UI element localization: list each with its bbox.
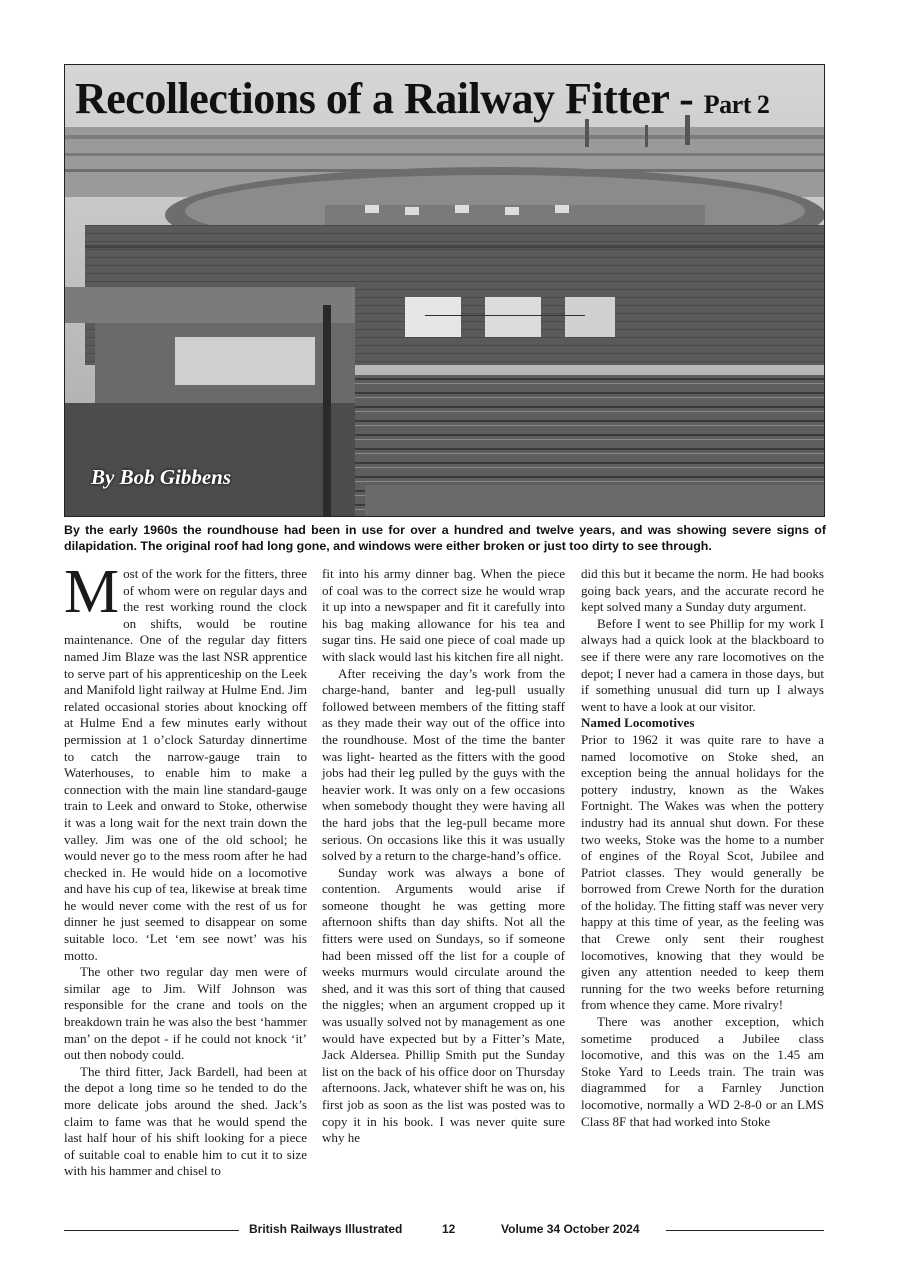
paragraph: Prior to 1962 it was quite rare to have a named locomotive on Stoke shed, an exception being the annual holidays for the pottery industry, known as the Wakes Fortnight. The Wakes was when the pottery industry had its annual shut down. For these two weeks, Stoke was the home to a number of engines of the Royal Scot, Jubilee and Patriot classes. They would generally be borrowed from Crewe North for the duration of the holiday. The fitting staff was never very happy at this time of year, as the feeling was that Crewe only sent their roughest locomotives, knowing that they would be given any attention needed to keep them running for the two weeks before returning from whence they came. More rivalry!	[581, 731, 824, 1013]
text-column-1	[64, 558, 307, 1180]
paragraph: Before I went to see Phillip for my work I always had a quick look at the blackboard to see if there were any rare locomotives on the depot; I never had a camera in those days, but if something unusual did turn up I always went to have a look at our visitor.	[581, 615, 824, 714]
paragraph: After receiving the day’s work from the charge-hand, banter and leg-pull usually followed between members of the fitting staff as they made their way out of the office into the roundhouse. Most of the time the banter was light- hearted as the fitters with the good jobs had their leg pulled by the guys with the heavier work. It was only on a few occasions when somebody thought they were having all the hard jobs that the leg-pull became more serious. On occasions like this it was usually solved by a return to the charge-hand’s office.	[322, 665, 565, 864]
paragraph: The other two regular day men were of similar age to Jim. Wilf Johnson was responsible for the crane and tools on the breakdown train he was also the best ‘hammer man’ on the depot - if he could not knock ‘it’ out then nobody could.	[64, 964, 307, 1063]
photo-caption: By the early 1960s the roundhouse had been in use for over a hundred and twelve years, and was showing severe signs of dilapidation. The original roof had long gone, and windows were either broken or just too dirty to see through.	[64, 523, 826, 553]
paragraph: Most of the work for the fitters, three of whom were on regular days and the rest working round the clock on shifts, would be routine maintenance. One of the regular day fitters named Jim Blaze was the last NSR apprentice to serve part of his apprenticeship on the Leek and Manifold light railway at Hulme End. Jim related occasional stories about knocking off at Hulme End a few minutes early without permission at 1 o’clock Saturday dinnertime to catch the narrow-gauge train to Waterhouses, to enable him to make a connection with the main line standard-gauge train to Leek and onward to Stoke, otherwise it was a long wait for the next train down the valley. Jim was one of the old school; he would never go to the mess room after he had checked in. He would hide on a locomotive and have his cup of tea, likewise at break time he would never come with the rest of us for dinner he just seemed to disappear on some suitable loco. ‘Let ‘em see nowt’ was his motto.	[64, 558, 307, 963]
drop-cap: M	[64, 558, 120, 626]
volume-info: Volume 34 October 2024	[501, 1222, 640, 1236]
paragraph: Sunday work was always a bone of contention. Arguments would arise if someone thought he was getting more afternoon shifts than day shifts. Not all the fitters were used on Sundays, so if someone had been missed off the list for a couple of weeks murmurs would circulate around the shed, and it was this sort of thing that caused the niggles; when an argument cropped up it was usually solved not by management as one would have expected but by a Fitter’s Mate, Jack Aldersea. Phillip Smith put the Sunday list on the back of his office door on Thursday afternoons. Jack, whatever shift he was on, his first job as soon as the list was posted was to copy it in his book. I was never quite sure why he	[322, 864, 565, 1146]
section-heading: Named Locomotives	[581, 715, 695, 731]
paragraph: fit into his army dinner bag. When the piece of coal was to the correct size he would wrap it up into a newspaper and fit it carefully into his bag making allowance for his tea and sugar tins. He said one piece of coal made up with slack would last his kitchen fire all night.	[322, 566, 565, 664]
text-column-3	[581, 566, 824, 1130]
hero-photo	[64, 64, 825, 517]
byline: By Bob Gibbens	[91, 465, 232, 489]
paragraph: There was another exception, which sometime produced a Jubilee class locomotive, and this was on the 1.45 am Stoke Yard to Leeds train. The train was diagrammed for a Farnley Junction locomotive, normally a WD 2-8-0 or an LMS Class 8F that had worked into Stoke	[581, 1014, 824, 1129]
paragraph: The third fitter, Jack Bardell, had been at the depot a long time so he tended to do the more delicate jobs around the shed. Jack’s claim to fame was that he would spend the last half hour of his shift looking for a piece of suitable coal to enable him to cut it to size with his hammer and chisel to	[64, 1063, 307, 1179]
text-column-2	[322, 566, 565, 1147]
page-number: 12	[442, 1222, 456, 1236]
footer-rule-left	[64, 1230, 239, 1231]
article-title: Recollections of a Railway Fitter - Part 2	[75, 74, 770, 123]
footer-rule-right	[666, 1230, 824, 1231]
roundhouse-photo	[65, 65, 824, 516]
publication-name: British Railways Illustrated	[249, 1222, 403, 1236]
page-footer	[64, 1222, 824, 1240]
article-part: Part 2	[703, 90, 770, 119]
paragraph: did this but it became the norm. He had books going back years, and the accurate record he kept solved many a Sunday duty argument.	[581, 566, 824, 615]
